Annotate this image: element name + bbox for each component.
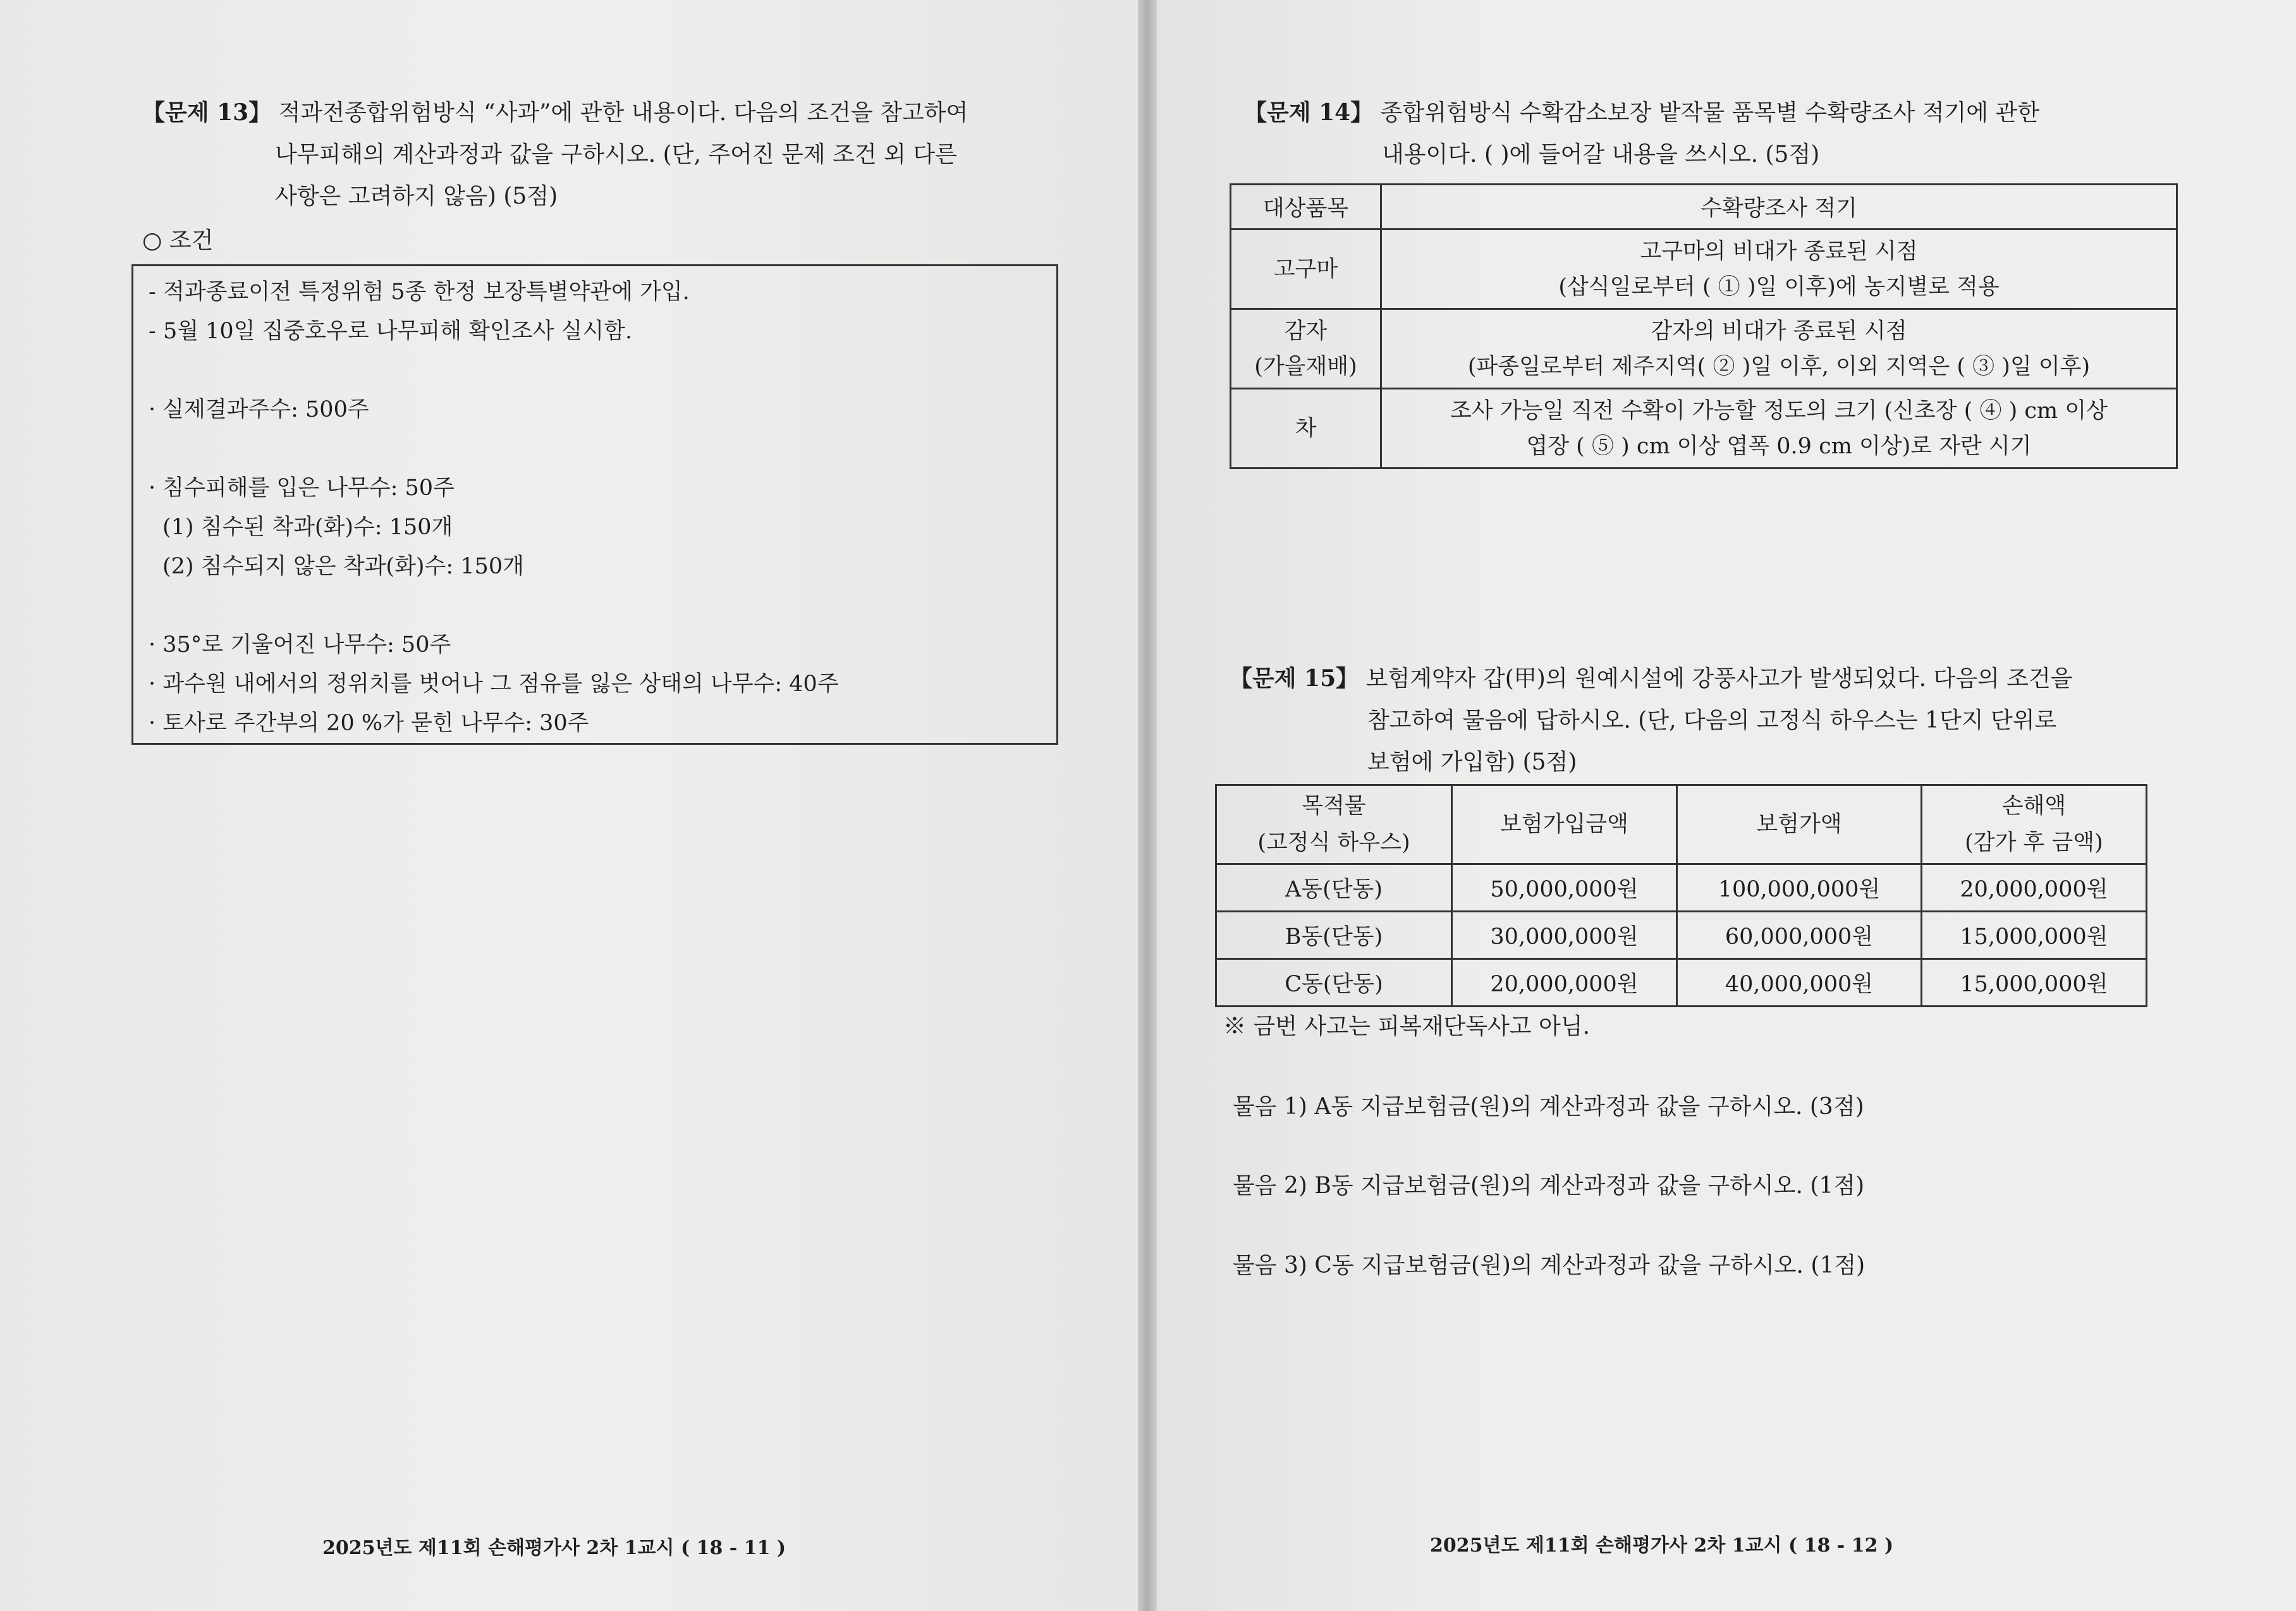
condition-line: - 적과종료이전 특정위험 5종 한정 보장특별약관에 가입.	[149, 279, 690, 305]
desc-text: (삽식일로부터 ( ① )일 이후)에 농지별로 적용	[1558, 274, 2000, 300]
table-row	[1231, 389, 2177, 469]
table-header-cell: 보험가입금액	[1452, 785, 1677, 864]
q14-line-2: 내용이다. ( )에 들어갈 내용을 쓰시오. (5점)	[1382, 142, 1820, 168]
condition-line: (1) 침수된 착과(화)수: 150개	[162, 515, 453, 540]
table-cell: 40,000,000원	[1677, 959, 1922, 1007]
question-14	[1244, 92, 2211, 176]
condition-line: · 실제결과주수: 500주	[149, 397, 369, 422]
question-15	[1230, 658, 2184, 783]
subquestion-2: 물음 2) B동 지급보험금(원)의 계산과정과 값을 구하시오. (1점)	[1233, 1173, 1865, 1199]
table-row	[1216, 864, 2147, 912]
item-text: 감자	[1284, 318, 1328, 344]
q14-line-1	[1244, 92, 2211, 134]
q15-line-3: 보험에 가입함) (5점)	[1367, 749, 1577, 775]
table-row	[1231, 230, 2177, 309]
condition-line: (2) 침수되지 않은 착과(화)수: 150개	[162, 554, 524, 579]
desc-text: 엽장 ( ⑤ ) cm 이상 엽폭 0.9 cm 이상)로 자란 시기	[1526, 433, 2032, 459]
table-cell-desc	[1381, 230, 2177, 309]
desc-text: 고구마의 비대가 종료된 시점	[1640, 238, 1918, 264]
q15-line-1	[1230, 658, 2184, 700]
q13-text-1: 적과전종합위험방식 “사과”에 관한 내용이다. 다음의 조건을 참고하여	[278, 100, 968, 126]
header-text: (감가 후 금액)	[1965, 830, 2103, 855]
q15-text-1: 보험계약자 갑(甲)의 원예시설에 강풍사고가 발생되었다. 다음의 조건을	[1365, 666, 2073, 692]
condition-line	[149, 351, 1041, 390]
question-13	[142, 92, 1109, 217]
q14-number: 【문제 14】	[1244, 99, 1374, 126]
q15-number: 【문제 15】	[1230, 665, 1359, 692]
table-cell: 20,000,000원	[1921, 864, 2146, 912]
table-header-cell	[1921, 785, 2146, 864]
table-cell: 15,000,000원	[1921, 912, 2146, 959]
condition-line: · 토사로 주간부의 20 %가 묻힌 나무수: 30주	[149, 711, 589, 736]
condition-line	[149, 429, 1041, 469]
table-cell-item	[1231, 389, 1381, 469]
item-text: 차	[1295, 415, 1317, 441]
header-text: 목적물	[1302, 793, 1366, 819]
table-cell: B동(단동)	[1216, 912, 1452, 959]
table-cell: C동(단동)	[1216, 959, 1452, 1007]
table-header-cell	[1216, 785, 1452, 864]
desc-text: 조사 가능일 직전 수확이 가능할 정도의 크기 (신초장 ( ④ ) cm 이상	[1450, 398, 2108, 424]
table-cell: 100,000,000원	[1677, 864, 1922, 912]
condition-line: · 35°로 기울어진 나무수: 50주	[149, 632, 451, 658]
subquestion-3: 물음 3) C동 지급보험금(원)의 계산과정과 값을 구하시오. (1점)	[1233, 1253, 1866, 1278]
table-header-row	[1231, 185, 2177, 230]
table-cell-desc	[1381, 309, 2177, 389]
table-cell: 50,000,000원	[1452, 864, 1677, 912]
table-header-cell: 대상품목	[1231, 185, 1381, 230]
q15-note: ※ 금번 사고는 피복재단독사고 아님.	[1223, 1014, 1591, 1039]
table-cell-item	[1231, 230, 1381, 309]
table-row	[1216, 959, 2147, 1007]
table-cell: 30,000,000원	[1452, 912, 1677, 959]
condition-label: ○ 조건	[142, 228, 214, 254]
item-text: (가을재배)	[1254, 353, 1357, 379]
condition-line: - 5월 10일 집중호우로 나무피해 확인조사 실시함.	[149, 319, 633, 344]
table-cell: 15,000,000원	[1921, 959, 2146, 1007]
table-row	[1231, 309, 2177, 389]
q13-line-2: 나무피해의 계산과정과 값을 구하시오. (단, 주어진 문제 조건 외 다른	[275, 142, 957, 168]
q13-line-3: 사항은 고려하지 않음) (5점)	[275, 183, 558, 209]
table-cell: 20,000,000원	[1452, 959, 1677, 1007]
header-text: 손해액	[2001, 793, 2067, 819]
q14-text-1: 종합위험방식 수확감소보장 밭작물 품목별 수확량조사 적기에 관한	[1380, 100, 2040, 126]
subquestion-1: 물음 1) A동 지급보험금(원)의 계산과정과 값을 구하시오. (3점)	[1233, 1094, 1864, 1120]
table-cell-desc	[1381, 389, 2177, 469]
table-row	[1216, 912, 2147, 959]
condition-line: · 과수원 내에서의 정위치를 벗어나 그 점유를 잃은 상태의 나무수: 40주	[149, 671, 839, 697]
header-text: (고정식 하우스)	[1257, 830, 1410, 855]
table-cell: 60,000,000원	[1677, 912, 1922, 959]
q13-line-1	[142, 92, 1109, 134]
condition-line	[149, 586, 1041, 625]
table-header-cell: 수확량조사 적기	[1381, 185, 2177, 230]
book-spine	[1138, 0, 1157, 1611]
table-cell-item	[1231, 309, 1381, 389]
condition-line: · 침수피해를 입은 나무수: 50주	[149, 475, 455, 501]
desc-text: (파종일로부터 제주지역( ② )일 이후, 이외 지역은 ( ③ )일 이후)	[1467, 353, 2091, 379]
table-header-row	[1216, 785, 2147, 864]
page-footer: 2025년도 제11회 손해평가사 2차 1교시 ( 18 - 12 )	[1430, 1534, 1894, 1557]
table-cell: A동(단동)	[1216, 864, 1452, 912]
page-footer: 2025년도 제11회 손해평가사 2차 1교시 ( 18 - 11 )	[322, 1537, 786, 1559]
harvest-survey-table	[1230, 183, 2178, 469]
desc-text: 감자의 비대가 종료된 시점	[1651, 318, 1907, 344]
item-text: 고구마	[1273, 256, 1338, 282]
q15-line-2: 참고하여 물음에 답하시오. (단, 다음의 고정식 하우스는 1단지 단위로	[1367, 707, 2057, 733]
greenhouse-table	[1215, 784, 2147, 1007]
condition-box	[131, 264, 1058, 745]
q13-number: 【문제 13】	[142, 99, 272, 126]
table-header-cell: 보험가액	[1677, 785, 1922, 864]
